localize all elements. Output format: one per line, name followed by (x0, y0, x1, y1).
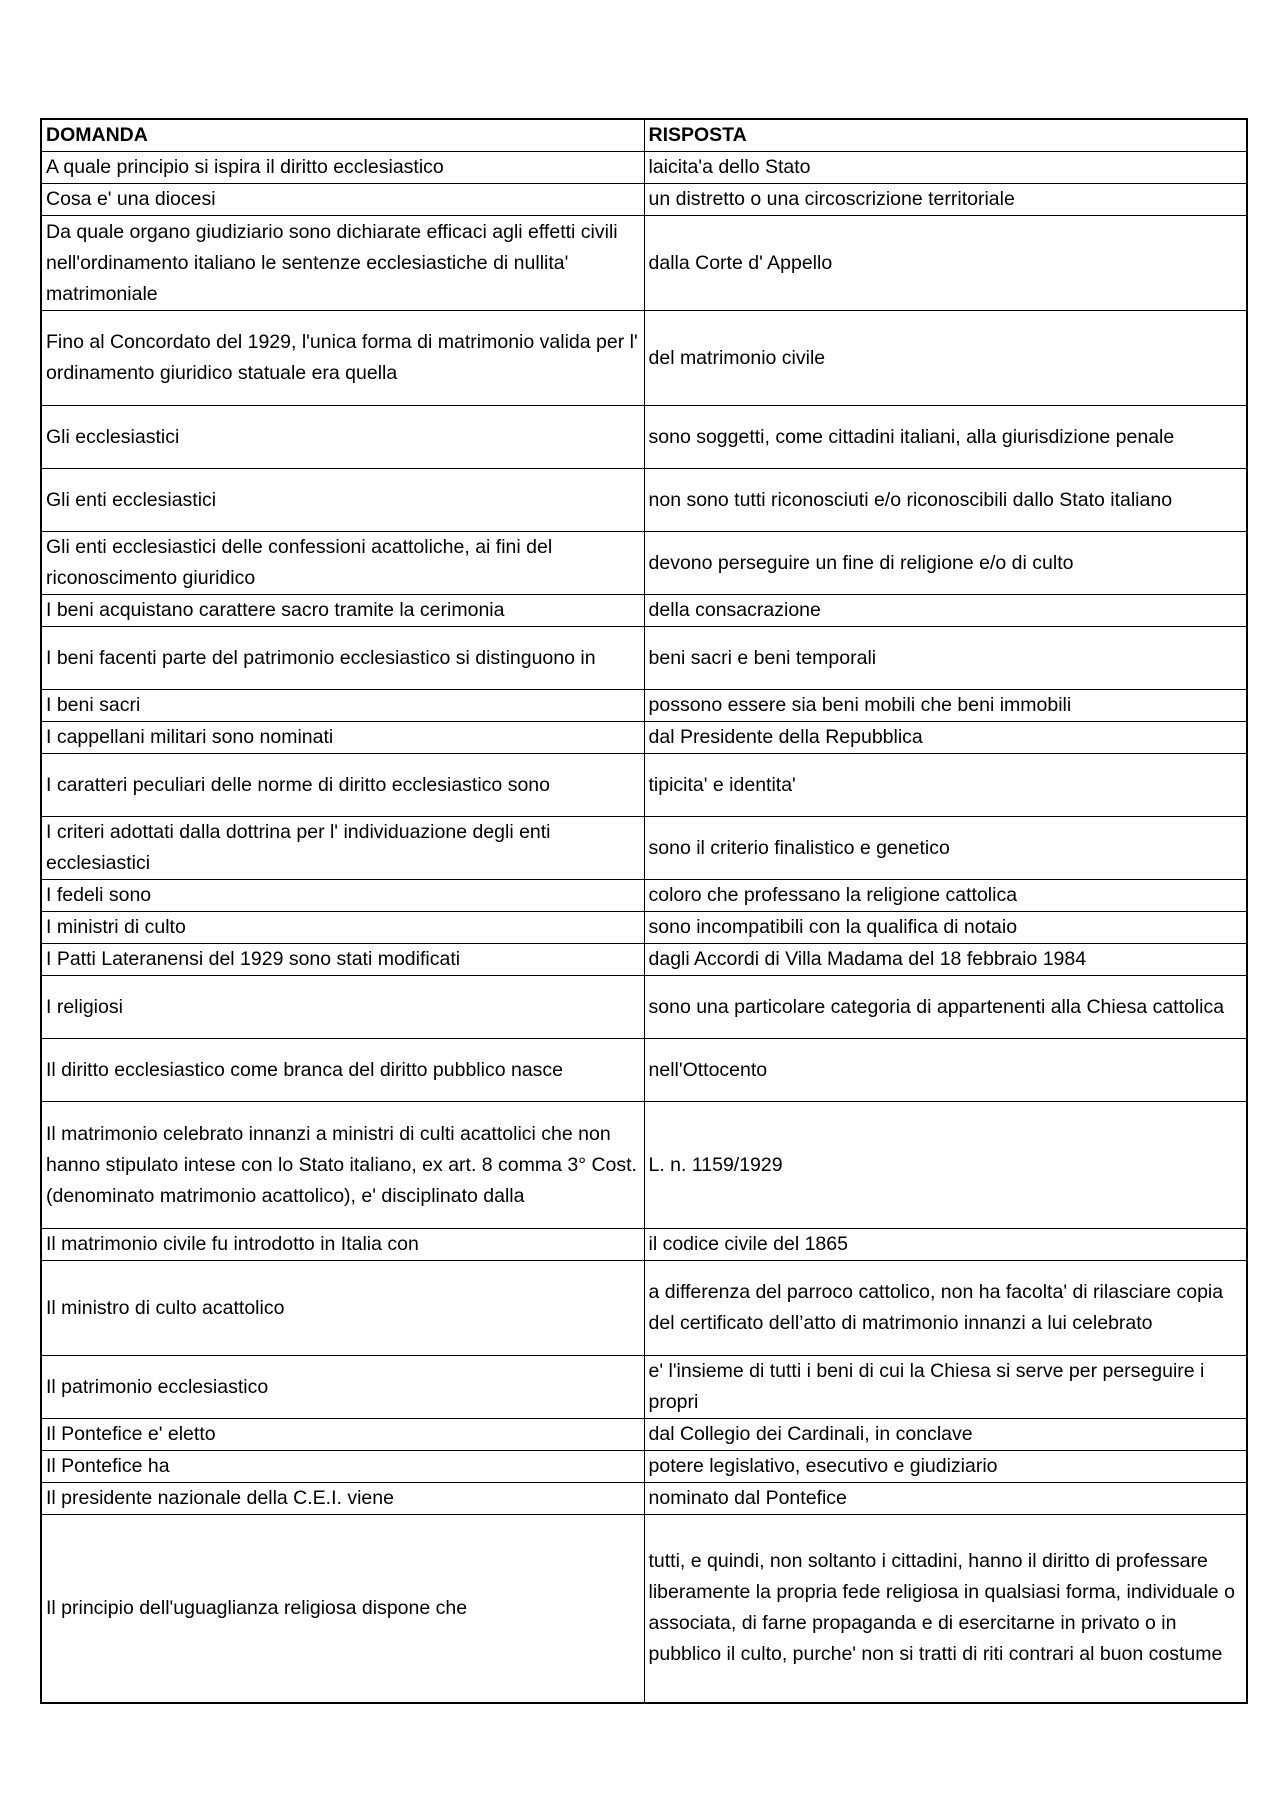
table-row (41, 1515, 1247, 1703)
question-cell: A quale principio si ispira il diritto ecclesiastico (41, 152, 644, 184)
answer-cell: possono essere sia beni mobili che beni immobili (644, 690, 1247, 722)
table-row (41, 1102, 1247, 1229)
table-row (41, 912, 1247, 944)
question-cell: I caratteri peculiari delle norme di diritto ecclesiastico sono (41, 754, 644, 817)
answer-cell: dalla Corte d' Appello (644, 216, 1247, 311)
answer-cell: della consacrazione (644, 595, 1247, 627)
table-row (41, 595, 1247, 627)
table-row (41, 1039, 1247, 1102)
table-row (41, 532, 1247, 595)
question-cell: Gli enti ecclesiastici (41, 469, 644, 532)
answer-cell: sono incompatibili con la qualifica di notaio (644, 912, 1247, 944)
question-cell: Il matrimonio celebrato innanzi a ministri di culti acattolici che non hanno stipulato intese con lo Stato italiano, ex art. 8 comma 3° Cost. (denominato matrimonio acattolico), e' disciplinato dalla (41, 1102, 644, 1229)
answer-cell: il codice civile del 1865 (644, 1229, 1247, 1261)
question-cell: I fedeli sono (41, 880, 644, 912)
answer-cell: e' l'insieme di tutti i beni di cui la Chiesa si serve per perseguire i propri (644, 1356, 1247, 1419)
header-question: DOMANDA (41, 119, 644, 152)
answer-cell: a differenza del parroco cattolico, non ha facolta' di rilasciare copia del certificato dell’atto di matrimonio innanzi a lui celebrato (644, 1261, 1247, 1356)
answer-cell: potere legislativo, esecutivo e giudiziario (644, 1451, 1247, 1483)
question-cell: I beni sacri (41, 690, 644, 722)
question-cell: I beni facenti parte del patrimonio ecclesiastico si distinguono in (41, 627, 644, 690)
question-cell: Fino al Concordato del 1929, l'unica forma di matrimonio valida per l' ordinamento giuridico statuale era quella (41, 311, 644, 406)
answer-cell: coloro che professano la religione cattolica (644, 880, 1247, 912)
table-row (41, 944, 1247, 976)
qa-table (40, 118, 1248, 1704)
question-cell: Gli enti ecclesiastici delle confessioni acattoliche, ai fini del riconoscimento giuridico (41, 532, 644, 595)
answer-cell: un distretto o una circoscrizione territoriale (644, 184, 1247, 216)
table-row (41, 817, 1247, 880)
question-cell: Il principio dell'uguaglianza religiosa dispone che (41, 1515, 644, 1703)
table-body (41, 152, 1247, 1703)
table-row (41, 1356, 1247, 1419)
question-cell: Da quale organo giudiziario sono dichiarate efficaci agli effetti civili nell'ordinamento italiano le sentenze ecclesiastiche di nullita' matrimoniale (41, 216, 644, 311)
question-cell: Il ministro di culto acattolico (41, 1261, 644, 1356)
answer-cell: devono perseguire un fine di religione e/o di culto (644, 532, 1247, 595)
answer-cell: L. n. 1159/1929 (644, 1102, 1247, 1229)
answer-cell: sono soggetti, come cittadini italiani, alla giurisdizione penale (644, 406, 1247, 469)
question-cell: Cosa e' una diocesi (41, 184, 644, 216)
table-row (41, 184, 1247, 216)
answer-cell: del matrimonio civile (644, 311, 1247, 406)
answer-cell: dagli Accordi di Villa Madama del 18 febbraio 1984 (644, 944, 1247, 976)
table-row (41, 1229, 1247, 1261)
table-row (41, 311, 1247, 406)
table-row (41, 690, 1247, 722)
answer-cell: dal Collegio dei Cardinali, in conclave (644, 1419, 1247, 1451)
answer-cell: tutti, e quindi, non soltanto i cittadini, hanno il diritto di professare liberamente la propria fede religiosa in qualsiasi forma, individuale o associata, di farne propaganda e di esercitarne in privato o in pubblico il culto, purche' non si tratti di riti contrari al buon costume (644, 1515, 1247, 1703)
question-cell: I ministri di culto (41, 912, 644, 944)
table-row (41, 754, 1247, 817)
question-cell: I Patti Lateranensi del 1929 sono stati modificati (41, 944, 644, 976)
table-row (41, 1451, 1247, 1483)
table-row (41, 1483, 1247, 1515)
question-cell: Il matrimonio civile fu introdotto in Italia con (41, 1229, 644, 1261)
table-row (41, 406, 1247, 469)
header-answer: RISPOSTA (644, 119, 1247, 152)
table-header-row (41, 119, 1247, 152)
answer-cell: laicita'a dello Stato (644, 152, 1247, 184)
table-row (41, 1419, 1247, 1451)
table-row (41, 880, 1247, 912)
question-cell: I beni acquistano carattere sacro tramite la cerimonia (41, 595, 644, 627)
table-row (41, 976, 1247, 1039)
question-cell: I religiosi (41, 976, 644, 1039)
answer-cell: tipicita' e identita' (644, 754, 1247, 817)
table-row (41, 152, 1247, 184)
question-cell: Il patrimonio ecclesiastico (41, 1356, 644, 1419)
answer-cell: dal Presidente della Repubblica (644, 722, 1247, 754)
answer-cell: non sono tutti riconosciuti e/o riconoscibili dallo Stato italiano (644, 469, 1247, 532)
answer-cell: nominato dal Pontefice (644, 1483, 1247, 1515)
answer-cell: nell'Ottocento (644, 1039, 1247, 1102)
question-cell: Gli ecclesiastici (41, 406, 644, 469)
question-cell: Il diritto ecclesiastico come branca del diritto pubblico nasce (41, 1039, 644, 1102)
question-cell: Il Pontefice ha (41, 1451, 644, 1483)
table-row (41, 469, 1247, 532)
answer-cell: beni sacri e beni temporali (644, 627, 1247, 690)
question-cell: Il presidente nazionale della C.E.I. viene (41, 1483, 644, 1515)
table-row (41, 722, 1247, 754)
question-cell: I criteri adottati dalla dottrina per l' individuazione degli enti ecclesiastici (41, 817, 644, 880)
question-cell: I cappellani militari sono nominati (41, 722, 644, 754)
table-row (41, 1261, 1247, 1356)
table-row (41, 216, 1247, 311)
table-row (41, 627, 1247, 690)
question-cell: Il Pontefice e' eletto (41, 1419, 644, 1451)
answer-cell: sono una particolare categoria di appartenenti alla Chiesa cattolica (644, 976, 1247, 1039)
answer-cell: sono il criterio finalistico e genetico (644, 817, 1247, 880)
